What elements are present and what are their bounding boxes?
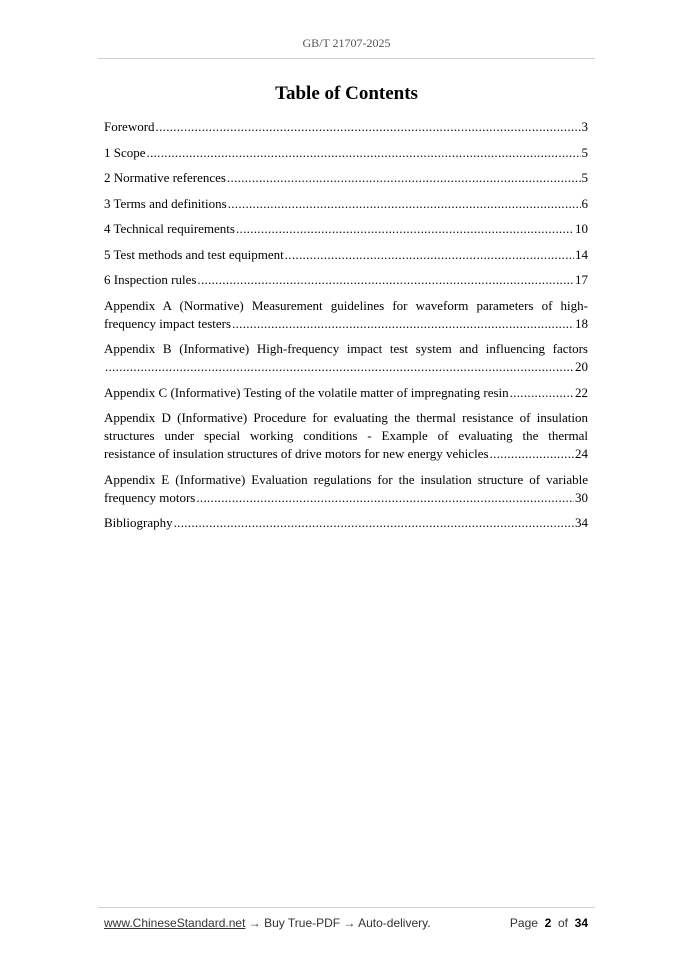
toc-page-number: 17 [575, 272, 588, 287]
footer-promo [104, 916, 431, 930]
leader-dots [147, 144, 581, 162]
document-code-header: GB/T 21707-2025 [302, 36, 391, 50]
toc-entry-terms-definitions[interactable] [104, 195, 588, 213]
of-word: of [557, 916, 568, 930]
toc-entry-label: Bibliography [104, 515, 173, 530]
toc-entry-label-line: resistance of insulation structures of drive motors for new energy vehicles [104, 446, 489, 461]
toc-entry-test-methods[interactable] [104, 246, 588, 264]
toc-entry-label-line: Appendix B (Informative) High-frequency impact test system and influencing factors [104, 341, 588, 356]
toc-page-number: 14 [575, 246, 588, 262]
page-footer [104, 916, 588, 930]
toc-page-number: 20 [575, 359, 588, 374]
toc-page-number: 5 [581, 170, 588, 185]
leader-dots [232, 315, 574, 333]
footer-divider [98, 907, 595, 908]
toc-entry-normative-references[interactable] [104, 169, 588, 187]
toc-page-number: 30 [575, 489, 588, 505]
toc-entry-label-line: frequency motors [104, 489, 196, 505]
toc-entry-technical-requirements[interactable] [104, 220, 588, 238]
leader-dots [490, 445, 574, 463]
leader-dots [285, 246, 574, 264]
toc-page-number: 24 [575, 446, 588, 461]
leader-dots [227, 169, 581, 187]
header-divider [98, 58, 595, 59]
leader-dots [197, 271, 574, 289]
site-link[interactable]: www.ChineseStandard.net [104, 916, 246, 930]
toc-entry-foreword[interactable] [104, 118, 588, 136]
toc-entry-bibliography[interactable] [104, 514, 588, 532]
toc-page-number: 18 [575, 315, 588, 331]
toc-entry-label: 3 Terms and definitions [104, 195, 227, 211]
leader-dots [236, 220, 574, 238]
toc-entry-scope[interactable] [104, 144, 588, 162]
toc-entry-label-line: frequency impact testers [104, 315, 232, 331]
leader-dots [196, 489, 574, 507]
leader-dots [156, 118, 581, 136]
leader-dots [105, 358, 574, 376]
leader-dots [510, 384, 574, 402]
leader-dots [174, 514, 574, 532]
promo-text: → Buy True-PDF → Auto-delivery. [245, 916, 431, 930]
toc-entry-label-line: Appendix E (Informative) Evaluation regulations for the insulation structure of variable [104, 471, 588, 487]
page-word: Page [509, 916, 538, 930]
toc-page-number: 5 [581, 144, 588, 160]
toc-page-number: 22 [575, 384, 588, 400]
toc-entry-label: Foreword [104, 119, 155, 134]
toc-entry-label: 1 Scope [104, 144, 146, 160]
total-pages: 34 [574, 916, 588, 930]
current-page: 2 [544, 916, 552, 930]
leader-dots [228, 195, 581, 213]
toc-entry-inspection-rules[interactable] [104, 271, 588, 289]
toc-entry-appendix-a[interactable] [104, 297, 588, 333]
toc-entry-label-line: Appendix D (Informative) Procedure for evaluating the thermal resistance of insulation [104, 410, 588, 425]
toc-entry-label: 6 Inspection rules [104, 272, 197, 287]
toc-entry-appendix-b[interactable] [104, 340, 588, 376]
toc-entry-label-line: structures under special working conditions - Example of evaluating the thermal [104, 428, 588, 443]
toc-entry-appendix-e[interactable] [104, 471, 588, 507]
page-indicator [510, 916, 588, 930]
toc-entry-label: 4 Technical requirements [104, 221, 235, 236]
toc-page-number: 3 [581, 119, 588, 134]
toc-page-number: 6 [581, 195, 588, 211]
toc-entry-label: 2 Normative references [104, 170, 226, 185]
toc-title: Table of Contents [275, 83, 418, 104]
toc-entry-appendix-d[interactable] [104, 409, 588, 463]
toc-page-number: 10 [575, 221, 588, 236]
table-of-contents [104, 118, 588, 540]
toc-entry-label: Appendix C (Informative) Testing of the volatile matter of impregnating resin [104, 384, 509, 400]
toc-page-number: 34 [575, 515, 588, 530]
toc-entry-label: 5 Test methods and test equipment [104, 246, 284, 262]
toc-entry-appendix-c[interactable] [104, 384, 588, 402]
toc-entry-label-line: Appendix A (Normative) Measurement guidelines for waveform parameters of high- [104, 297, 588, 313]
